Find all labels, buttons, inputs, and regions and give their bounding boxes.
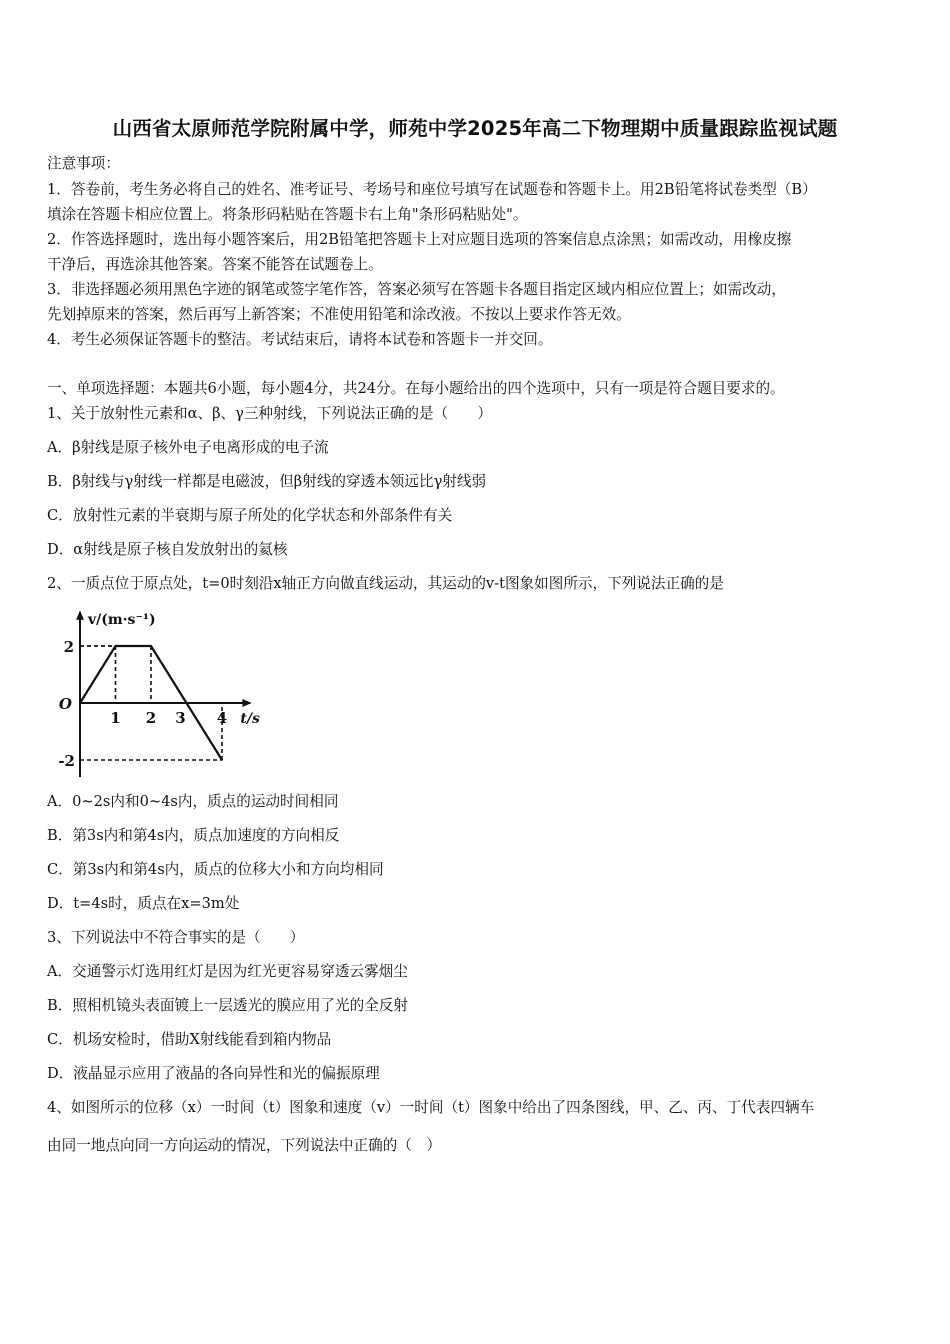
origin-label: O <box>58 695 72 713</box>
question-4-stem: 4、如图所示的位移（x）一时间（t）图象和速度（v）一时间（t）图象中给出了四条图线，甲、乙、丙、丁代表四辆车 <box>47 1099 815 1116</box>
data-point <box>221 759 223 761</box>
x-tick-label: 3 <box>175 709 186 727</box>
option-a: A．0~2s内和0~4s内，质点的运动时间相同 <box>47 793 339 810</box>
vt-graph <box>47 598 267 778</box>
data-point <box>79 702 81 704</box>
data-point <box>186 702 188 704</box>
notice-line: 1．答卷前，考生务必将自己的姓名、准考证号、考场号和座位号填写在试题卷和答题卡上。用2B铅笔将试卷类型（B） <box>47 181 817 198</box>
question-2-stem: 2、一质点位于原点处，t=0时刻沿x轴正方向做直线运动，其运动的v-t图象如图所示，下列说法正确的是 <box>47 575 724 592</box>
x-tick-label: 1 <box>110 709 121 727</box>
y-axis-label: v/(m·s⁻¹) <box>88 611 156 628</box>
y-tick-label: 2 <box>63 638 74 656</box>
question-3-stem: 3、下列说法中不符合事实的是（ ） <box>47 929 305 946</box>
data-point <box>150 645 152 647</box>
option-a: A．β射线是原子核外电子电离形成的电子流 <box>47 439 329 456</box>
notice-line: 干净后，再选涂其他答案。答案不能答在试题卷上。 <box>47 256 383 273</box>
option-b: B．β射线与γ射线一样都是电磁波，但β射线的穿透本领远比γ射线弱 <box>47 473 487 490</box>
section-heading: 一、单项选择题：本题共6小题，每小题4分，共24分。在每小题给出的四个选项中，只有一项是符合题目要求的。 <box>47 380 785 397</box>
option-b: B．照相机镜头表面镀上一层透光的膜应用了光的全反射 <box>47 997 408 1014</box>
notice-heading: 注意事项： <box>47 155 120 172</box>
question-1-stem: 1、关于放射性元素和α、β、γ三种射线，下列说法正确的是（ ） <box>47 405 492 422</box>
y-axis-arrow <box>76 611 84 620</box>
x-tick-label: 4 <box>216 709 228 727</box>
option-b: B．第3s内和第4s内，质点加速度的方向相反 <box>47 827 340 844</box>
data-point <box>115 645 117 647</box>
option-d: D．t=4s时，质点在x=3m处 <box>47 895 240 912</box>
x-axis-label: t/s <box>240 711 260 727</box>
exam-title: 山西省太原师范学院附属中学，师苑中学2025年高二下物理期中质量跟踪监视试题 <box>112 117 838 140</box>
notice-line: 填涂在答题卡相应位置上。将条形码粘贴在答题卡右上角"条形码粘贴处"。 <box>47 206 528 223</box>
notice-line: 2．作答选择题时，选出每小题答案后，用2B铅笔把答题卡上对应题目选项的答案信息点涂黑；如需改动，用橡皮擦 <box>47 231 792 248</box>
notice-line: 4．考生必须保证答题卡的整洁。考试结束后，请将本试卷和答题卡一并交回。 <box>47 331 553 348</box>
notice-line: 先划掉原来的答案，然后再写上新答案；不准使用铅笔和涂改液。不按以上要求作答无效。 <box>47 306 631 323</box>
option-c: C．第3s内和第4s内，质点的位移大小和方向均相同 <box>47 861 384 878</box>
notice-line: 3．非选择题必须用黑色字迹的钢笔或签字笔作答，答案必须写在答题卡各题目指定区域内相应位置上；如需改动， <box>47 281 786 298</box>
option-d: D．α射线是原子核自发放射出的氦核 <box>47 541 288 558</box>
option-c: C．机场安检时，借助X射线能看到箱内物品 <box>47 1031 332 1048</box>
y-tick-label: -2 <box>58 752 75 770</box>
option-a: A．交通警示灯选用红灯是因为红光更容易穿透云雾烟尘 <box>47 963 408 980</box>
question-4-stem: 由同一地点向同一方向运动的情况，下列说法中正确的（ ） <box>47 1137 442 1154</box>
option-c: C．放射性元素的半衰期与原子所处的化学状态和外部条件有关 <box>47 507 453 524</box>
x-axis-arrow <box>242 699 251 707</box>
option-d: D．液晶显示应用了液晶的各向异性和光的偏振原理 <box>47 1065 380 1082</box>
x-tick-label: 2 <box>145 709 157 727</box>
